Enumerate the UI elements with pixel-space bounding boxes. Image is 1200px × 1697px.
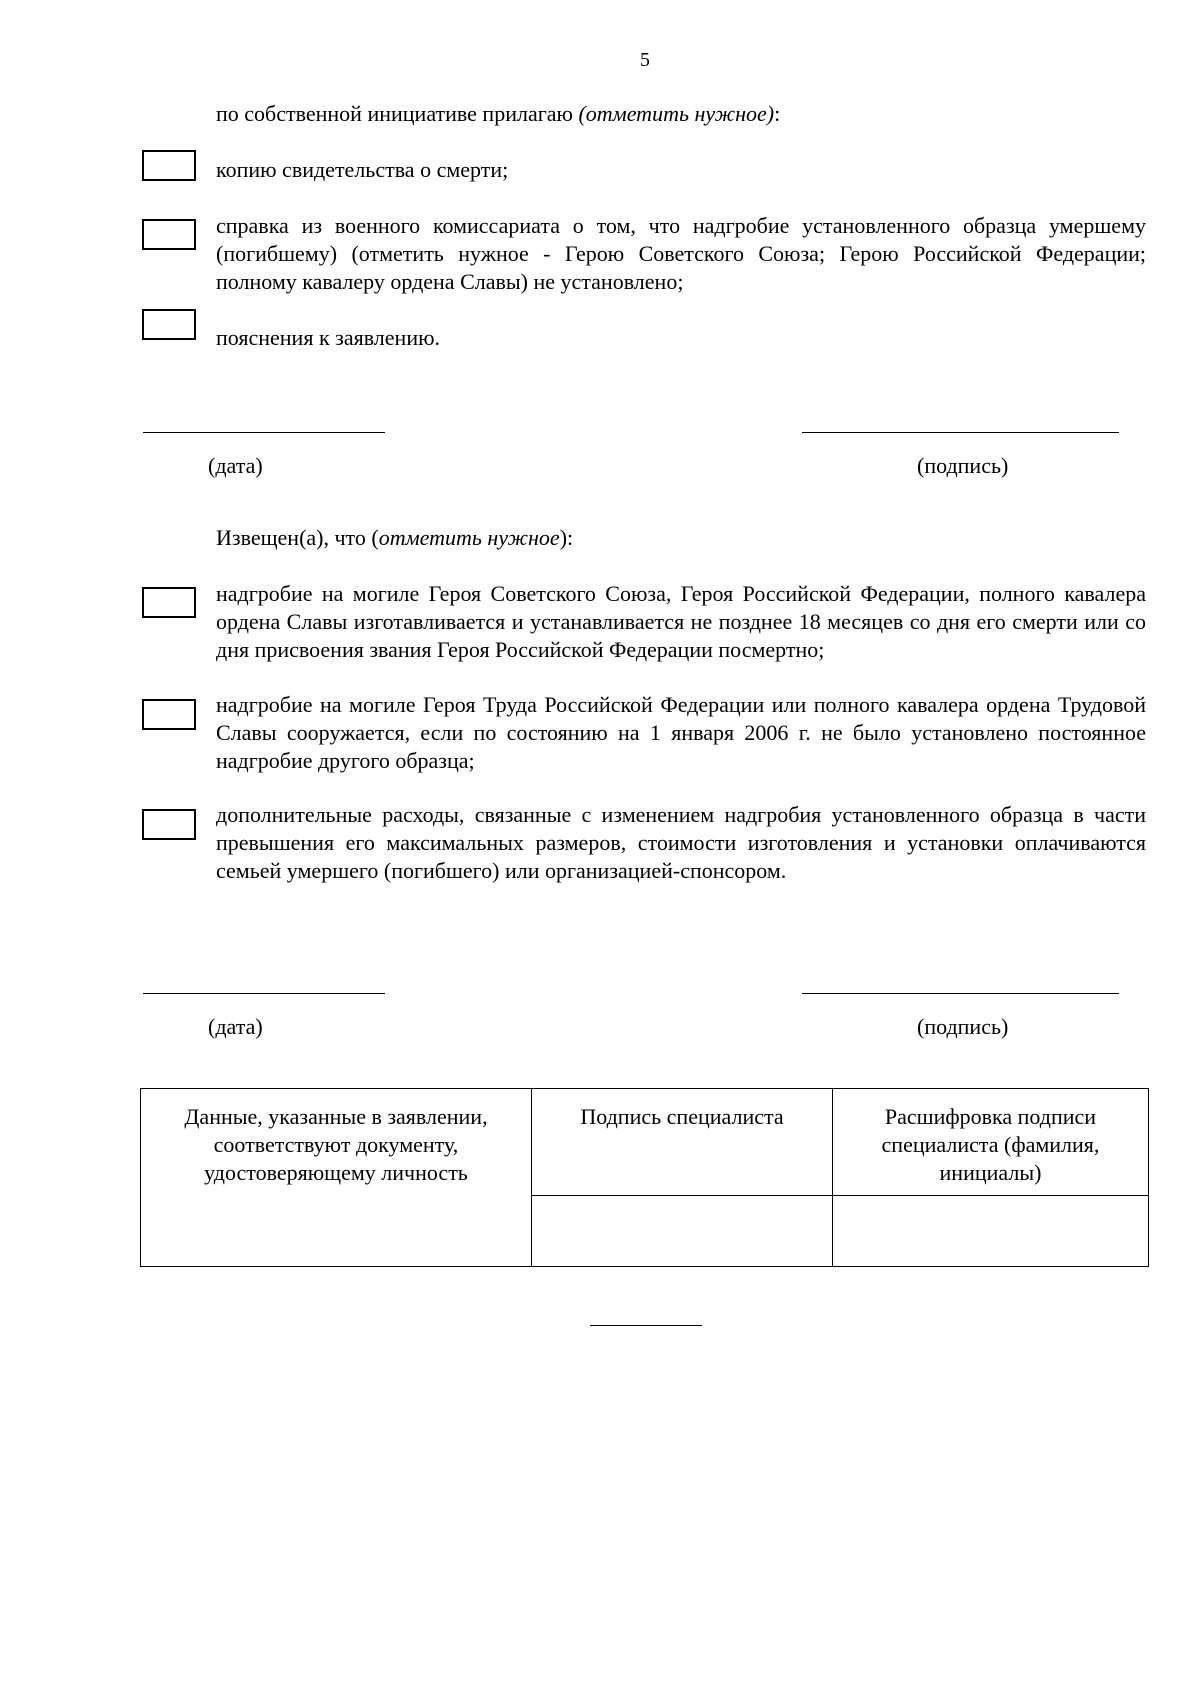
- date-label-2: (дата): [208, 1014, 263, 1039]
- end-separator: [590, 1325, 702, 1326]
- table-cell-identity-check: Данные, указанные в заявлении, соответствуют документу, удостоверяющему личность: [141, 1089, 532, 1267]
- option-explanations: пояснения к заявлению.: [216, 325, 441, 350]
- table-cell-specialist-signature[interactable]: [532, 1196, 833, 1267]
- signature-label-1: (подпись): [917, 453, 1009, 478]
- notice-intro-text: Извещен(а), что (: [216, 525, 379, 550]
- signature-label-2: (подпись): [917, 1014, 1009, 1039]
- checkbox-labor-hero-tombstone[interactable]: [142, 699, 196, 730]
- table-header-signature-decoding: Расшифровка подписи специалиста (фамилия, инициалы): [833, 1089, 1149, 1196]
- notice-hero-tombstone: надгробие на могиле Героя Советского Союза, Героя Российской Федерации, полного кавалера ордена Славы изготавливается и устанавливается не позднее 18 месяцев со дня его смерти или со дня присвоения звания Героя Российской Федерации посмертно;: [216, 581, 1146, 662]
- attachments-intro-hint: (отметить нужное): [578, 101, 775, 126]
- checkbox-explanations[interactable]: [142, 309, 196, 340]
- signature-line-2[interactable]: [802, 993, 1119, 994]
- checkbox-military-certificate[interactable]: [142, 219, 196, 250]
- date-label-1: (дата): [208, 453, 263, 478]
- date-line-1[interactable]: [143, 432, 385, 433]
- attachments-intro-colon: :: [774, 101, 781, 126]
- table-cell-signature-decoding[interactable]: [833, 1196, 1149, 1267]
- notice-intro: [216, 524, 1146, 552]
- signature-line-1[interactable]: [802, 432, 1119, 433]
- notice-labor-hero-tombstone: надгробие на могиле Героя Труда Российской Федерации или полного кавалера ордена Трудовой Славы сооружается, если по состоянию на 1 января 2006 г. не было установлено постоянное надгробие другого образца;: [216, 692, 1146, 773]
- attachments-intro: [216, 100, 1146, 128]
- option-death-certificate: копию свидетельства о смерти;: [216, 157, 509, 182]
- option-military-certificate: справка из военного комиссариата о том, что надгробие установленного образца умершему (погибшему) (отметить нужное - Герою Советского Союза; Герою Российской Федерации; полному кавалеру ордена Славы) не установлено;: [216, 213, 1146, 294]
- checkbox-death-certificate[interactable]: [142, 150, 196, 181]
- table-header-specialist-signature: Подпись специалиста: [532, 1089, 833, 1196]
- page-number: 5: [640, 49, 650, 71]
- notice-intro-hint: отметить нужное: [378, 525, 560, 550]
- notice-intro-suffix: ):: [559, 525, 574, 550]
- verification-table: [140, 1088, 1149, 1267]
- checkbox-additional-expenses[interactable]: [142, 809, 196, 840]
- checkbox-hero-tombstone[interactable]: [142, 587, 196, 618]
- notice-additional-expenses: дополнительные расходы, связанные с изменением надгробия установленного образца в части превышения его максимальных размеров, стоимости изготовления и установки оплачиваются семьей умершего (погибшего) или организацией-спонсором.: [216, 802, 1146, 883]
- date-line-2[interactable]: [143, 993, 385, 994]
- attachments-intro-text: по собственной инициативе прилагаю: [216, 101, 579, 126]
